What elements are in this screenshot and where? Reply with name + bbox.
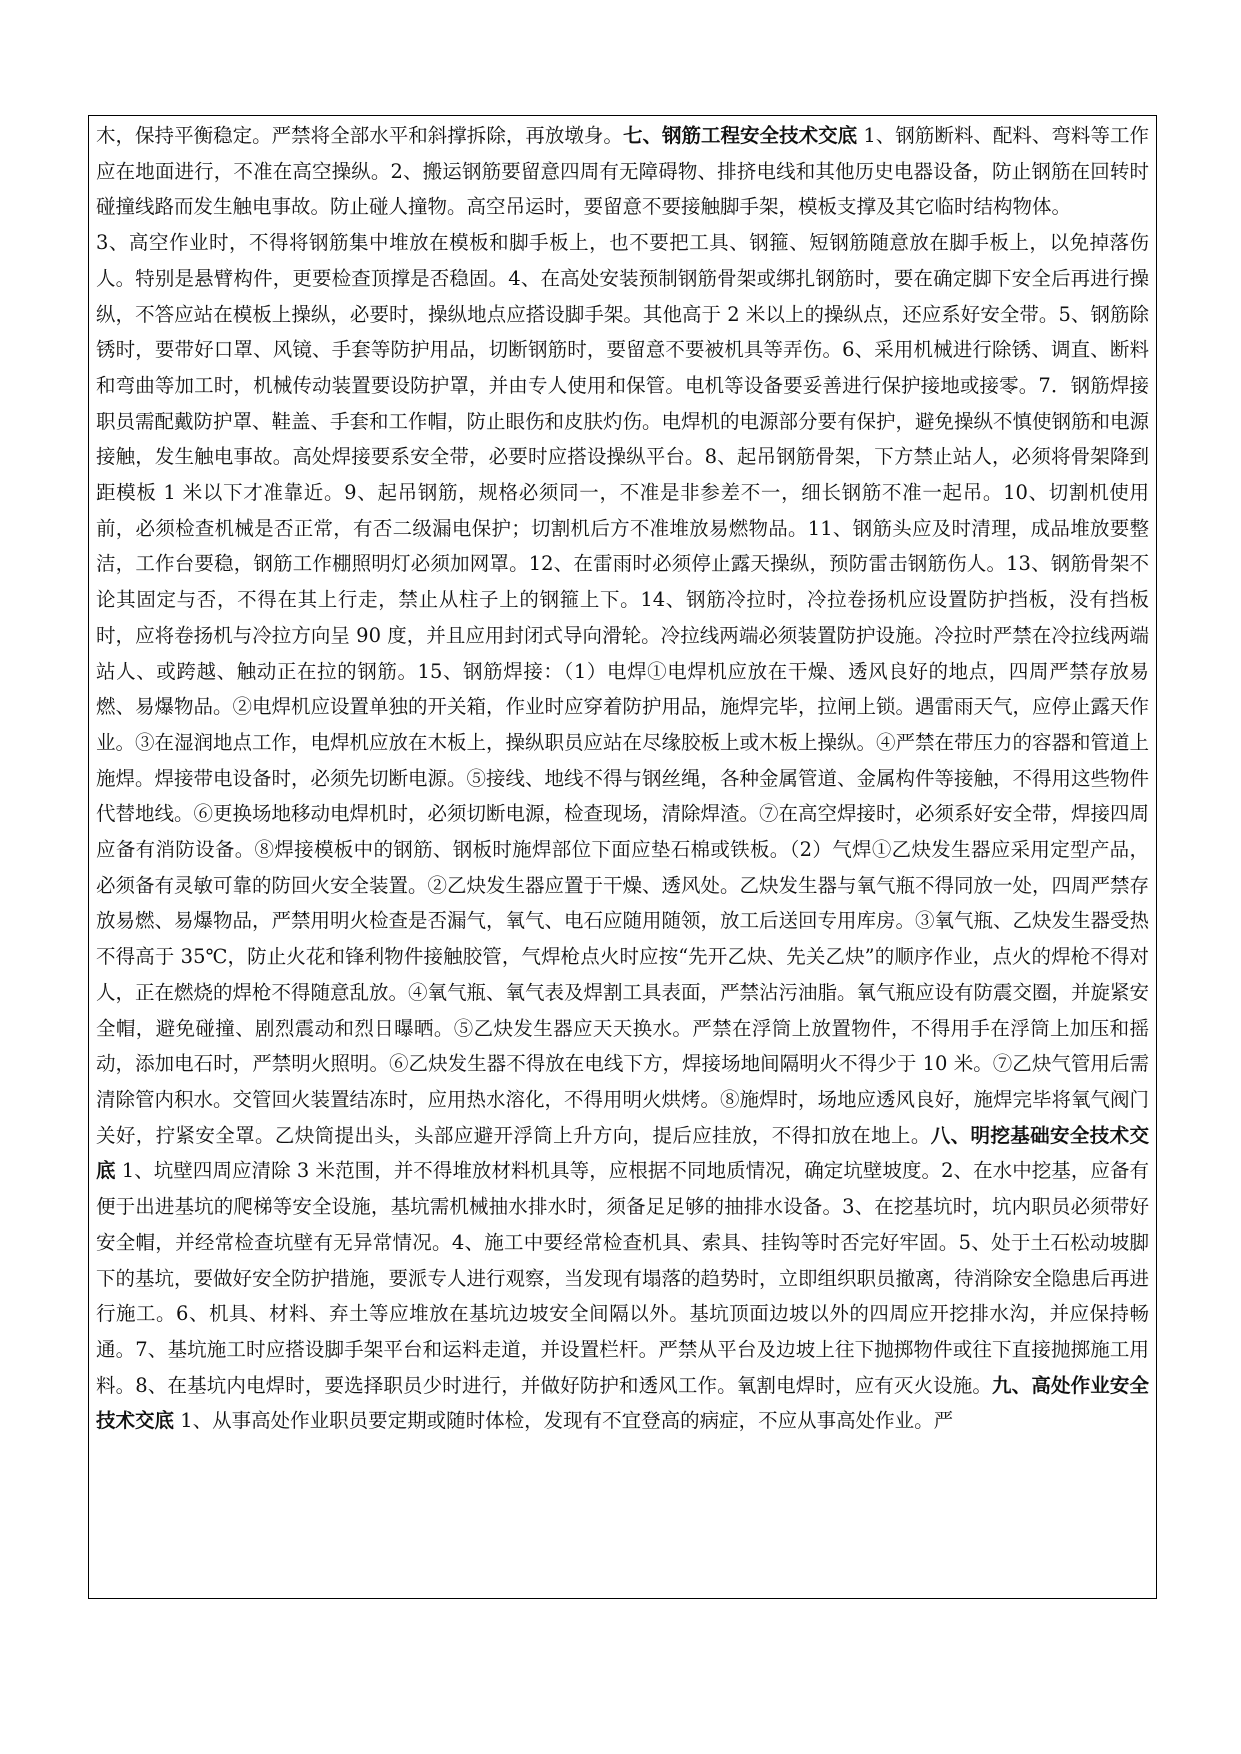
section-heading-7: 七、钢筋工程安全技术交底 [622, 124, 858, 147]
paragraph-2-text-c: 1、从事高处作业职员要定期或随时体检，发现有不宜登高的病症，不应从事高处作业。严 [174, 1409, 954, 1433]
paragraph-2 [96, 225, 1149, 1439]
paragraph-1-text-a: 木，保持平衡稳定。严禁将全部水平和斜撑拆除，再放墩身。 [96, 124, 623, 147]
paragraph-1-text-b: 1、钢筋断料、配料、弯料等工作应在地面进行，不准在高空操纵。2、搬运钢筋要留意四周有无障碍物、排挤电线和其他历史电器设备，防止钢筋在回转时碰撞线路而发生触电事故。防止碰人撞物。高空吊运时，要留意不要接触脚手架，模板支撑及其它临时结构物体。 [96, 124, 1149, 219]
paragraph-2-text-a: 3、高空作业时，不得将钢筋集中堆放在模板和脚手板上，也不要把工具、钢箍、短钢筋随意放在脚手板上，以免掉落伤人。特别是悬臂构件，更要检查顶撑是否稳固。4、在高处安装预制钢筋骨架或绑扎钢筋时，要在确定脚下安全后再进行操纵，不答应站在模板上操纵，必要时，操纵地点应搭设脚手架。其他高于 2 米以上的操纵点，还应系好安全带。5、钢筋除锈时，要带好口罩、风镜、手套等防护用品，切断钢筋时，要留意不要被机具等弄伤。6、采用机械进行除锈、调直、断料和弯曲等加工时，机械传动装置要设防护罩，并由专人使用和保管。电机等设备要妥善进行保护接地或接零。7．钢筋焊接职员需配戴防护罩、鞋盖、手套和工作帽，防止眼伤和皮肤灼伤。电焊机的电源部分要有保护，避免操纵不慎使钢筋和电源接触，发生触电事故。高处焊接要系安全带，必要时应搭设操纵平台。8、起吊钢筋骨架，下方禁止站人，必须将骨架降到距模板 1 米以下才准靠近。9、起吊钢筋，规格必须同一，不准是非参差不一，细长钢筋不准一起吊。10、切割机使用前，必须检查机械是否正常，有否二级漏电保护；切割机后方不准堆放易燃物品。11、钢筋头应及时清理，成品堆放要整洁，工作台要稳，钢筋工作棚照明灯必须加网罩。12、在雷雨时必须停止露天操纵，预防雷击钢筋伤人。13、钢筋骨架不论其固定与否，不得在其上行走，禁止从柱子上的钢箍上下。14、钢筋冷拉时，冷拉卷扬机应设置防护挡板，没有挡板时，应将卷扬机与冷拉方向呈 90 度，并且应用封闭式导向滑轮。冷拉线两端必须装置防护设施。冷拉时严禁在冷拉线两端站人、或跨越、触动正在拉的钢筋。15、钢筋焊接：（1）电焊①电焊机应放在干燥、透风良好的地点，四周严禁存放易燃、易爆物品。②电焊机应设置单独的开关箱，作业时应穿着防护用品，施焊完毕，拉闸上锁。遇雷雨天气，应停止露天作业。③在湿润地点工作，电焊机应放在木板上，操纵职员应站在尽缘胶板上或木板上操纵。④严禁在带压力的容器和管道上施焊。焊接带电设备时，必须先切断电源。⑤接线、地线不得与钢丝绳，各种金属管道、金属构件等接触，不得用这些物件代替地线。⑥更换场地移动电焊机时，必须切断电源，检查现场，清除焊渣。⑦在高空焊接时，必须系好安全带，焊接四周应备有消防设备。⑧焊接模板中的钢筋、钢板时施焊部位下面应垫石棉或铁板。（2）气焊①乙炔发生器应采用定型产品，必须备有灵敏可靠的防回火安全装置。②乙炔发生器应置于干燥、透风处。乙炔发生器与氧气瓶不得同放一处，四周严禁存放易燃、易爆物品，严禁用明火检查是否漏气，氧气、电石应随用随领，放工后送回专用库房。③氧气瓶、乙炔发生器受热不得高于 35℃，防止火花和锋利物件接触胶管，气焊枪点火时应按“先开乙炔、先关乙炔”的顺序作业，点火的焊枪不得对人，正在燃烧的焊枪不得随意乱放。④氧气瓶、氧气表及焊割工具表面，严禁沾污油脂。氧气瓶应设有防震交圈，并旋紧安全帽，避免碰撞、剧烈震动和烈日曝晒。⑤乙炔发生器应天天换水。严禁在浮筒上放置物件，不得用手在浮筒上加压和摇动，添加电石时，严禁明火照明。⑥乙炔发生器不得放在电线下方，焊接场地间隔明火不得少于 10 米。⑦乙炔气管用后需清除管内积水。交管回火装置结冻时，应用热水溶化，不得用明火烘烤。⑧施焊时，场地应透风良好，施焊完毕将氧气阀门关好，拧紧安全罩。乙炔筒提出头，头部应避开浮筒上升方向，提后应挂放，不得扣放在地上。 [96, 231, 1150, 1147]
paragraph-2-text-b: 1、坑壁四周应清除 3 米范围，并不得堆放材料机具等，应根据不同地质情况，确定坑壁坡度。2、在水中挖基，应备有便于出进基坑的爬梯等安全设施，基坑需机械抽水排水时，须备足足够的抽排水设备。3、在挖基坑时，坑内职员必须带好安全帽，并经常检查坑壁有无异常情况。4、施工中要经常检查机具、索具、挂钩等时否完好牢固。5、处于土石松动坡脚下的基坑，要做好安全防护措施，要派专人进行观察，当发现有塌落的趋势时，立即组织职员撤离，待消除安全隐患后再进行施工。6、机具、材料、弃土等应堆放在基坑边坡安全间隔以外。基坑顶面边坡以外的四周应开挖排水沟，并应保持畅通。7、基坑施工时应搭设脚手架平台和运料走道，并设置栏杆。严禁从平台及边坡上往下抛掷物件或往下直接抛掷施工用料。8、在基坑内电焊时，要选择职员少时进行，并做好防护和透风工作。氧割电焊时，应有灭火设施。 [96, 1159, 1150, 1397]
section-heading-8: 八、明挖基础安全技术交底 [96, 1123, 1149, 1183]
paragraph-1 [96, 118, 1149, 225]
section-heading-9: 九、高处作业安全技术交底 [96, 1373, 1149, 1433]
document-frame [88, 115, 1157, 1599]
